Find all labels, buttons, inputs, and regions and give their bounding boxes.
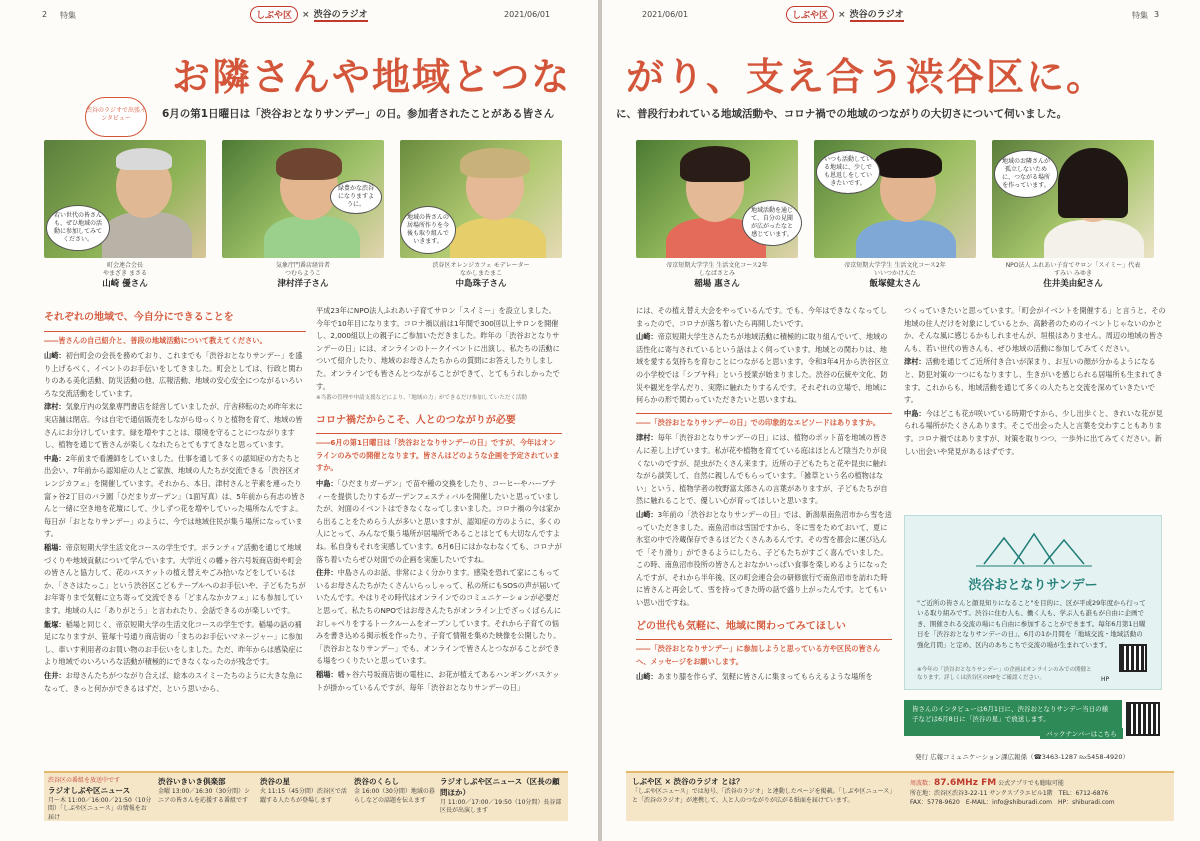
reading: いいつかけんた bbox=[873, 270, 916, 278]
station-info bbox=[910, 777, 1170, 807]
program-listing bbox=[158, 777, 254, 805]
broadcast-notice: 皆さんのインタビューは6月1日に、渋谷おとなりサンデー当日の様子などは6月8日に「渋谷の星」で放送します。 bbox=[904, 700, 1122, 736]
person-name: 中島珠子さん bbox=[455, 278, 507, 289]
program-detail: 金曜 13:00／16:30（30分間）シニアの皆さんを応援する番組です bbox=[158, 787, 251, 804]
caption-inaba bbox=[636, 262, 798, 291]
station-address: 所在地：渋谷区渋谷3-22-11 サンクスプラエビル1階 TEL：6712-6876 bbox=[910, 790, 1109, 798]
text: 幡ヶ谷六号坂商店街の電柱に、お花が植えてあるハンギングバスケットが掛かっているんですが、毎年「渋谷おとなりサンデーの日」 bbox=[316, 669, 560, 692]
page-number-right: 3 bbox=[1154, 10, 1160, 19]
program-title: 渋谷の星 bbox=[260, 777, 290, 786]
text: 3年前の「渋谷おとなりサンデーの日」では、新潟県南魚沼市から雪を送っていただきました。南魚沼市は雪国ですから、冬に雪をためておいて、夏に氷室の中で冷蔵保存できるほどたくさんあるんです。その雪を都会に運び込んで「そり滑り」ができるようにしたら、子どもたちがすごく喜んでいました。この時、南魚沼市役所の皆さんとおなかいっぱい食事を楽しめるようになったんですが、それから半年後、区の町会連合会の研修旅行で南魚沼市を訪れた時に皆さんと再会して、雪を持ってきた時の話で盛り上がったんです。とてもいい思い出ですね。 bbox=[636, 509, 892, 608]
caption-yamazaki bbox=[44, 262, 206, 291]
shibuya-logo: しぶや区 bbox=[786, 6, 834, 23]
date-right: 2021/06/01 bbox=[642, 10, 689, 19]
section-label-left: 特集 bbox=[60, 11, 76, 20]
speaker: 中島： bbox=[44, 453, 66, 463]
program-title: ラジオしぶや区ニュース bbox=[48, 785, 131, 795]
speaker: 津村： bbox=[636, 433, 658, 443]
text: 帝京短期大学生活文化コースの学生です。ボランティア活動を通じて地域づくりや地域貢献について学んでいます。大学近くの幡ヶ谷六号坂商店街や町会の皆さんと協力して、花のバスケットの植え替えやごみ拾いなどをしているほか、「ささはたっこ」という渋谷区こどもテーブルへのお手伝いや、子どもたちがお年寄りまで気軽に立ち寄って交流できる「どまんなかカフェ」にも参加しています。地域の人に「ありがとう」と言われたり、会話できるのが楽しいです。 bbox=[44, 543, 306, 615]
info-box-title: 渋谷おとなりサンデー bbox=[968, 578, 1098, 593]
paragraph bbox=[44, 619, 306, 669]
role: 町会連合会長 bbox=[106, 262, 143, 269]
speech-tsumura: 緑豊かな渋谷になりますように。 bbox=[330, 180, 382, 214]
role: 渋谷区オレンジカフェ モデレーター bbox=[432, 262, 530, 269]
cross-mark: × bbox=[302, 9, 310, 20]
header-logo-left bbox=[250, 6, 368, 23]
question: ――皆さんの自己紹介と、普段の地域活動について教えてください。 bbox=[44, 331, 306, 348]
section-heading: どの世代も気軽に、地域に関わってみてほしい bbox=[636, 620, 846, 632]
app-note: 公式アプリでも聴取可能 bbox=[998, 780, 1064, 787]
role: 帝京短期大学学生 生活文化コース2年 bbox=[666, 262, 768, 269]
text: 毎年「渋谷おとなりサンデーの日」には、植物のポット苗を地域の皆さんに差し上げています。私が花や植物を育てている庭はほとんど陰当たりが良くないのですが、昆虫がたくさん来ます。近所の子どもたちと花や昆虫に触れながら談笑して、自然に親しんでもらっています。「雑草という名の植物はない」という、植物学者の牧野富太郎さんの言葉がありますが、子どもたちが自然に触れることで、優しい心が育ってほしいと思います。 bbox=[636, 433, 888, 506]
section-heading: コロナ禍だからこそ、人とのつながりが必要 bbox=[316, 414, 516, 426]
speaker: 中島： bbox=[316, 479, 338, 489]
hp-label: HP bbox=[1101, 676, 1110, 683]
text: 2年前まで看護師をしていました。仕事を通して多くの認知症の方たちと出会い、7年前から認知症の人とご家族、地域の人たちが交流できる「渋谷区オレンジカフェ」を開催しています。それから、本日、津村さんと芋素を連ったり富ヶ谷2丁目のバラ園「ひだまりガーデン」（1面写真）は、5年前から有志の皆さんと一緒に空き地を花壇にして、少しずつ花を増やしていった場所なんですよ。毎日が「おとなりサンデー」のように、今では地域住民が集う場所になっています。 bbox=[44, 453, 306, 539]
speech-inaba: 地域活動を通じて、自分の見聞が広がったなと感じています。 bbox=[742, 200, 802, 246]
person-name: 津村洋子さん bbox=[277, 278, 329, 289]
article-column-1 bbox=[44, 305, 306, 763]
paragraph bbox=[636, 331, 892, 407]
speaker: 津村： bbox=[44, 402, 66, 412]
paragraph bbox=[316, 478, 562, 566]
info-box-note: ※今年の「渋谷おとなりサンデー」の企画はオンラインのみでの開催となります。詳しくは渋谷区のHPをご確認ください。 bbox=[917, 667, 1092, 682]
radio-program-footer bbox=[44, 771, 568, 821]
footnote: ※当番の管理や申請支援などにより、「地域の力」ができるだけ参加していただく活動 bbox=[316, 395, 527, 402]
question: ――6月の第1日曜日は「渋谷おとなりサンデーの日」ですが、今年はオンラインのみでの開催となります。皆さんはどのような企画を予定されていますか。 bbox=[316, 433, 562, 475]
person-name: 山崎 優さん bbox=[102, 278, 148, 289]
paragraph bbox=[316, 669, 562, 694]
frequency: 87.6MHz FM bbox=[934, 778, 997, 788]
text: つくっていきたいと思っています。「町会がイベントを開催する」と言うと、その地域の住人だけを対象にしているとか、高齢者のためのイベントじゃないのかとか、そんな風に感じるかもしれませんが、垣根はありません。周辺の地域の皆さんも、若い世代の皆さんも、ぜひ地域の活動に参加してみてください。 bbox=[904, 306, 1166, 353]
collab-info bbox=[632, 777, 900, 805]
text: 「ひだまりガーデン」で苗や種の交換をしたり、コーヒーやハーブティーを提供したりするガーデンフェスティバルを開催したいと思っていましたが、対面のイベントはできなくなってしまいました。コロナ禍の今は家から出ることをためらう人が多いと思いますが、認知症の方のように、多くの人にとって、みんなで集う場所が居場所であることはとても大切なんですよね。私自身もそれを実感しています。6月6日にはかなわなくても、コロナが落ち着いたらぜひ対面での企画を実施したいですね。 bbox=[316, 479, 562, 564]
paragraph bbox=[636, 432, 892, 508]
role: NPO法人 ふれあい子育てサロン「スイミー」代表 bbox=[1005, 262, 1141, 269]
reading: つむらようこ bbox=[284, 270, 321, 278]
article-column-3 bbox=[636, 305, 892, 739]
left-page bbox=[0, 0, 598, 841]
role: 気象庁門番店経営者 bbox=[275, 262, 330, 269]
info-box-body: "ご近所の皆さんと顔見知りになること"を目的に、区が平成29年度から行っている取り組みです。渋谷に住む人も、働く人も、学ぶ人も誰もが自由に企画でき、開催される交流の場にも自由に参加することができます。毎年6月第1日曜日を「渋谷おとなりサンデーの日」、6月の1か月間を「地域交流・地域活動の強化月間」と定め、区内のあちこちで交流の場が生まれています。 bbox=[917, 599, 1146, 649]
date-left: 2021/06/01 bbox=[504, 10, 551, 19]
text: には、その植え替え大会をやっているんです。でも、今年はできなくなってしまったので、コロナが落ち着いたら再開したいです。 bbox=[636, 306, 887, 328]
article-column-4 bbox=[904, 305, 1166, 505]
speaker: 飯塚： bbox=[44, 619, 66, 629]
cross-mark: × bbox=[838, 9, 846, 20]
speech-nakashima: 地域の皆さんの居場所作りを今後も取り組んでいきます。 bbox=[400, 206, 456, 254]
headline-right: がり、支え合う渋谷区に。 bbox=[626, 55, 1107, 99]
text: 帝京短期大学生さんたちが地域活動に積極的に取り組んでいて、地域の活性化に寄与されているという話はよく伺っています。地域との関わりは、地域を愛する気持ちを育むことにつながると思います。令和3年4月から渋谷区立の小学校では「シブヤ科」という授業が始まりました。渋谷の伝統や文化、防災や観光を学んだり、実際に触れたりするんです。それぞれの立場で、地域に何らかの形で関わっていただきたいと思いますね。 bbox=[636, 332, 889, 405]
house-illustration-icon bbox=[974, 524, 1094, 568]
paragraph bbox=[316, 567, 562, 668]
paragraph bbox=[44, 670, 306, 695]
caption-iizuka bbox=[814, 262, 976, 291]
person-name: 住井美由紀さん bbox=[1043, 278, 1103, 289]
reading: なかしまたまこ bbox=[459, 270, 502, 278]
text: 初台町会の会長を務めており、これまでも「渋谷おとなりサンデー」を盛り上げるべく、イベントのお手伝いをしてきました。町会としては、行政と関わりのある美化活動、防災活動の他、広報活動、地域の安心安全につながるいろいろな交流活動をしています。 bbox=[44, 351, 303, 398]
question: ――「渋谷おとなりサンデーの日」での印象的なエピソードはありますか。 bbox=[636, 413, 892, 430]
paragraph bbox=[636, 509, 892, 610]
person-name: 飯塚健太さん bbox=[869, 278, 921, 289]
speaker: 山崎： bbox=[636, 509, 658, 519]
speaker: 住井： bbox=[44, 670, 66, 680]
paragraph bbox=[636, 671, 892, 684]
collab-title: しぶや区 × 渋谷のラジオ とは？ bbox=[632, 777, 744, 786]
program-listing bbox=[48, 777, 152, 823]
interview-tag: 渋谷のラジオで出張インタビュー bbox=[85, 97, 147, 137]
speech-iizuka: いつも活動している地域に、少しでも恩返しをしていきたいです。 bbox=[816, 150, 880, 194]
shibuya-logo: しぶや区 bbox=[250, 6, 298, 23]
back-number-link[interactable]: バックナンバーはこちら bbox=[1040, 728, 1123, 739]
text: あまり膝を作らず、気軽に皆さんに集まってもらえるような場所を bbox=[657, 672, 873, 682]
paragraph bbox=[44, 542, 306, 618]
program-listing bbox=[440, 777, 564, 816]
program-listing bbox=[260, 777, 348, 805]
header-logo-right bbox=[786, 6, 904, 23]
speaker: 山崎： bbox=[636, 672, 658, 682]
reading: すみい みゆき bbox=[1054, 270, 1092, 278]
frequency-label: 周波数： bbox=[910, 780, 935, 787]
headline-left: お隣さんや地域とつな bbox=[172, 55, 572, 99]
program-detail: 火 11:15（45分間）渋谷区で活躍する人たちが登場します bbox=[260, 787, 347, 804]
section-heading: それぞれの地域で、今自分にできることを bbox=[44, 312, 234, 323]
speaker: 稲場： bbox=[316, 669, 338, 679]
article-column-2 bbox=[316, 305, 562, 763]
paragraph bbox=[904, 356, 1166, 406]
radio-logo: 渋谷のラジオ bbox=[314, 7, 368, 22]
speaker: 中島： bbox=[904, 408, 926, 418]
speaker: 山崎： bbox=[636, 332, 658, 342]
question: ――「渋谷おとなりサンデー」に参加しようと思っている方や区民の皆さんへ、メッセージをお願いします。 bbox=[636, 639, 892, 668]
paragraph: 平成23年にNPO法人ふれあい子育てサロン「スイミー」を設立しました。今年で10年目になります。コロナ禍以前は1年間で300回以上サロンを開催し、2,000組以上の親子にご参加いただきました。昨年の「渋谷おとなりサンデーの日」には、オンラインのトークイベントに出演し、私たちの活動について紹介したり、地域のお母さんたちからの質問にお答えしたりしました。オンラインでも皆さんとつながることができて、とてもうれしかったです。 bbox=[316, 306, 560, 391]
page-number-left: 2 bbox=[42, 10, 48, 19]
publisher-info: 発行 広報コミュニケーション課広報係（☎3463-1287 ℻5458-4920） bbox=[915, 753, 1129, 761]
section-label-right: 特集 bbox=[1132, 11, 1148, 20]
paragraph bbox=[636, 305, 892, 330]
text: 気象庁内の気象専門書店を経営していましたが、庁舎移転のため昨年末に実店舗は閉店。今は自宅で通信販売をしながら母っくりと植物を育て、地域の皆さんにお分けしています。緑を増やすことは、環境を守ることにつながりますし、植物を通じて皆さんが楽しくなれたらとてもすてきなと思っています。 bbox=[44, 402, 303, 450]
radio-logo: 渋谷のラジオ bbox=[850, 7, 904, 22]
text: 稲場と同じく、帝京短期大学の生活文化コースの学生です。稲場の話の補足になりますが、笹塚十号通り商店街の「まちのお手伝いマネージャー」に参加し、車いす利用者のお買い物のお手伝いをしました。ただ、昨年からは感染症により地域でのいろいろな活動が積極的にできなくなったのが残念です。 bbox=[44, 619, 303, 667]
paragraph bbox=[44, 401, 306, 451]
caption-sumii bbox=[992, 262, 1154, 291]
paragraph bbox=[44, 350, 306, 400]
speaker: 住井： bbox=[316, 568, 338, 578]
speaker: 山崎： bbox=[44, 351, 66, 361]
program-detail: 月～木 11:00／16:00／21:50（10分間）「しぶや区ニュース」の情報をお届け bbox=[48, 796, 152, 821]
collab-desc: 「しぶや区ニュース」では毎号、「渋谷のラジオ」と連動したページを掲載。「しぶや区ニュース」と「渋谷のラジオ」が連携して、人と人のつながりが広がる紙面を届けています。 bbox=[632, 787, 896, 804]
intro-right: に、普段行われている地域活動や、コロナ禍での地域のつながりの大切さについて伺いました。 bbox=[616, 108, 1068, 120]
qr-code-icon[interactable] bbox=[1126, 702, 1160, 736]
role: 帝京短期大学学生 生活文化コース2年 bbox=[844, 262, 946, 269]
program-title: 渋谷のくらし bbox=[354, 777, 399, 786]
otonari-sunday-info-box bbox=[904, 515, 1162, 690]
paragraph bbox=[904, 408, 1166, 458]
program-title: 渋谷いきいき倶楽部 bbox=[158, 777, 226, 786]
reading: しなばさとみ bbox=[698, 270, 735, 278]
frequency-line bbox=[910, 777, 1170, 790]
speech-yamazaki: 若い世代の皆さんも、ぜひ地域の活動に参加してみてください。 bbox=[46, 205, 110, 251]
caption-nakashima bbox=[400, 262, 562, 291]
speech-sumii: 地域のお隣さんが孤立しないために、つながる場所を作っています。 bbox=[994, 150, 1058, 198]
text: 今はどこも花が咲いている時期ですから、少し出歩くと、きれいな花が見られる場所がたくさんあります。そこで出会った人と言葉を交わすこともあります。コロナ禍ではありますが、対策を取りつつ、一歩外に出てみてください。新しい出会いや発見があるはずです。 bbox=[904, 408, 1163, 456]
person-name: 稲場 惠さん bbox=[694, 278, 740, 289]
paragraph bbox=[904, 305, 1166, 355]
program-detail: 金 16:00（30分間）地域の暮らしなどの話題を伝えます bbox=[354, 787, 435, 804]
station-contact: FAX：5778-9620 E-MAIL：info@shiburadi.com HP：shiburadi.com bbox=[910, 798, 1115, 806]
caption-tsumura bbox=[222, 262, 384, 291]
intro-left: 6月の第1日曜日は「渋谷おとなりサンデー」の日。参加者されたことがある皆さん bbox=[162, 108, 555, 120]
text: 活動を通じてご近所付き合いが深まり、お互いの顔が分かるようになると、防犯対策の一つにもなりますし、生きがいを感じられる居場所も生まれてきます。これからも、地域活動を通じて多くの人たちと交流を深めていきたいです。 bbox=[904, 357, 1163, 405]
speaker: 津村： bbox=[904, 357, 926, 367]
text: 中島さんのお話、非常によく分かります。感染を恐れて家にこもっているお母さんたちがたくさんいらっしゃって、私の所にもSOSの声が届いていたんです。やはりその時代はオンラインでのコミュニケーションが必要だと思って、私たちのNPOではお母さんたちがオンライン上でざっくばらんにおしゃべりをするトークルームをオープンしています。それから子育ての悩みを書き込める掲示板を作ったり、子育て情報を集めた映像を公開したり。「渋谷おとなりサンデー」でも、オンラインで皆さんとつながることができる場をつくりたいと思っています。 bbox=[316, 568, 562, 666]
footer-label: 渋谷区の番組を放送中です bbox=[48, 777, 121, 784]
program-detail: 月 11:00／17:00／19:50（10分間）長谷部区長が出演します bbox=[440, 798, 562, 815]
program-listing bbox=[354, 777, 436, 805]
program-title: ラジオしぶや区ニュース（区長の顧問ほか） bbox=[440, 777, 560, 797]
reading: やまざき まさる bbox=[103, 270, 147, 278]
text: お母さんたちがつながり合えば、絵本のスイミーたちのように大きな魚になって、きっと何かができるはずだ、という思いから、 bbox=[44, 670, 303, 693]
speaker: 稲場： bbox=[44, 543, 66, 552]
qr-code-icon[interactable] bbox=[1119, 644, 1147, 672]
radio-info-footer bbox=[626, 771, 1174, 821]
paragraph bbox=[44, 453, 306, 541]
